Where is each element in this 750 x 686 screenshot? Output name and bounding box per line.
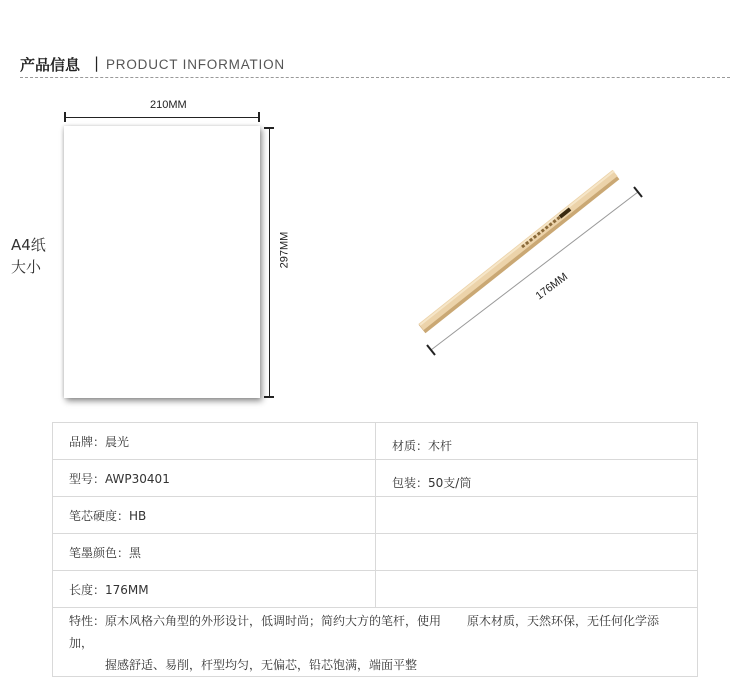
spec-table — [52, 422, 698, 677]
table-row — [53, 497, 698, 534]
table-row — [53, 534, 698, 571]
section-title-cn: 产品信息 — [20, 56, 81, 74]
title-separator: | — [94, 54, 100, 72]
width-dimension-line — [65, 117, 259, 118]
spec-features — [53, 608, 698, 677]
header-divider — [20, 77, 730, 78]
a4-paper-sheet — [64, 126, 260, 398]
paper-width-label: 210MM — [150, 99, 187, 111]
table-row-features — [53, 608, 698, 677]
empty-cell — [376, 497, 698, 534]
empty-cell — [376, 571, 698, 608]
spec-length: 长度：176MM — [53, 571, 376, 608]
spec-material: 材质：木杆 — [376, 423, 698, 460]
a4-label-line1: A4纸 — [11, 236, 46, 254]
a4-label-line2: 大小 — [11, 258, 42, 276]
paper-height-label: 297MM — [278, 231, 291, 269]
pencil-length-label: 176MM — [533, 270, 571, 303]
height-dimension-line — [269, 128, 270, 398]
table-row — [53, 571, 698, 608]
a4-size-label — [11, 234, 46, 278]
spec-packaging: 包装：50支/筒 — [376, 460, 698, 497]
features-text-b: 原木材质，天然环保，无任何化学添加， — [69, 614, 660, 650]
spec-ink-color: 笔墨颜色：黑 — [53, 534, 376, 571]
pencil-dimension-tick-end — [634, 187, 642, 197]
features-label: 特性： — [69, 614, 106, 628]
table-row — [53, 460, 698, 497]
spec-brand: 品牌：晨光 — [53, 423, 376, 460]
features-line1 — [69, 610, 681, 654]
spec-hardness: 笔芯硬度：HB — [53, 497, 376, 534]
pencil-dimension-line — [431, 192, 638, 350]
features-line2: 握感舒适、易削，杆型均匀，无偏芯，铅芯饱满，端面平整 — [105, 658, 418, 672]
section-title-en: PRODUCT INFORMATION — [106, 57, 285, 72]
pencil-highlight — [420, 171, 614, 325]
empty-cell — [376, 534, 698, 571]
pencil-illustration — [400, 160, 660, 370]
features-text-a: 原木风格六角型的外形设计，低调时尚；简约大方的笔杆，使用 — [105, 614, 442, 628]
section-header — [20, 54, 730, 78]
pencil-dimension-tick-start — [427, 345, 435, 355]
spec-model: 型号：AWP30401 — [53, 460, 376, 497]
table-row — [53, 423, 698, 460]
pencil-body — [421, 173, 615, 327]
